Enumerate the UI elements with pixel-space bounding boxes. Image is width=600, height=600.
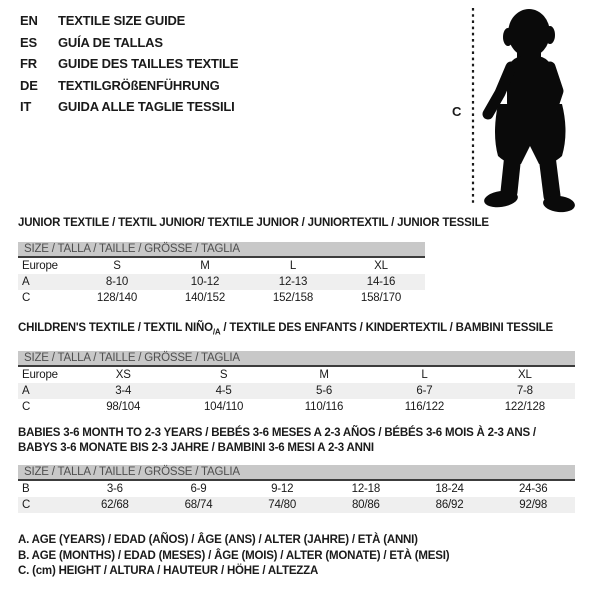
size-col: XL bbox=[374, 260, 388, 272]
size-header-bar: SIZE / TALLA / TAILLE / GRÖSSE / TAGLIA bbox=[18, 242, 425, 258]
language-row-de bbox=[20, 75, 238, 97]
size-col: M bbox=[200, 260, 210, 272]
size-col: S bbox=[219, 369, 228, 382]
cell-value: 92/98 bbox=[519, 499, 548, 511]
region-label: Europe bbox=[22, 369, 58, 382]
junior-size-table bbox=[18, 216, 489, 306]
language-row-en bbox=[20, 10, 238, 32]
cell-value: 6-7 bbox=[416, 385, 433, 398]
measure-legend bbox=[18, 533, 449, 580]
language-code: FR bbox=[20, 56, 37, 71]
row-label: C bbox=[22, 401, 31, 414]
legend-line-b: B. AGE (MONTHS) / EDAD (MESES) / ÂGE (MOIS) / ALTER (MONATE) / ETÀ (MESI) bbox=[18, 549, 450, 562]
cell-value: 3-4 bbox=[115, 385, 132, 398]
size-col: M bbox=[319, 369, 329, 382]
table-row bbox=[18, 290, 425, 306]
language-label: TEXTILGRÖßENFÜHRUNG bbox=[58, 77, 220, 93]
language-code: IT bbox=[20, 99, 32, 114]
cell-value: 6-9 bbox=[190, 483, 207, 495]
size-header-bar: SIZE / TALLA / TAILLE / GRÖSSE / TAGLIA bbox=[18, 465, 575, 481]
row-label: A bbox=[22, 276, 30, 288]
language-label: GUIDA ALLE TAGLIE TESSILI bbox=[58, 99, 235, 114]
cell-value: 68/74 bbox=[184, 499, 213, 511]
table-row bbox=[18, 497, 575, 513]
cell-value: 9-12 bbox=[271, 483, 294, 495]
height-measure-label: C bbox=[452, 104, 462, 119]
cell-value: 8-10 bbox=[105, 276, 129, 288]
title-subscript: /A bbox=[212, 327, 221, 337]
cell-value: 24-36 bbox=[518, 483, 548, 495]
cell-value: 14-16 bbox=[366, 276, 396, 288]
region-label: Europe bbox=[22, 260, 58, 272]
title-line-2: BABYS 3-6 MONATE BIS 2-3 JAHRE / BAMBINI 3-6 MESI A 2-3 ANNI bbox=[18, 442, 374, 454]
cell-value: 12-18 bbox=[351, 483, 381, 495]
language-label: GUIDE DES TAILLES TEXTILE bbox=[58, 56, 239, 71]
cell-value: 5-6 bbox=[316, 385, 333, 398]
size-col: L bbox=[289, 260, 297, 272]
language-row-es bbox=[20, 32, 238, 54]
row-label: C bbox=[22, 292, 31, 304]
size-columns-row bbox=[18, 258, 425, 274]
table-row bbox=[18, 383, 575, 399]
size-columns-row bbox=[18, 367, 575, 383]
title-part: / TEXTILE DES ENFANTS / KINDERTEXTIL / BAMBINI TESSILE bbox=[220, 322, 553, 334]
cell-value: 62/68 bbox=[100, 499, 129, 511]
size-header-bar: SIZE / TALLA / TAILLE / GRÖSSE / TAGLIA bbox=[18, 351, 575, 367]
legend-line-a: A. AGE (YEARS) / EDAD (AÑOS) / ÂGE (ANS) / ALTER (JAHRE) / ETÀ (ANNI) bbox=[18, 534, 418, 546]
children-size-table bbox=[18, 321, 575, 415]
cell-value: 12-13 bbox=[278, 276, 308, 288]
cell-value: 4-5 bbox=[215, 385, 232, 398]
cell-value: 18-24 bbox=[435, 483, 464, 495]
cell-value: 128/140 bbox=[96, 292, 138, 304]
language-code: EN bbox=[20, 13, 38, 28]
table-row bbox=[18, 274, 425, 290]
language-code: ES bbox=[20, 34, 37, 50]
size-col: XS bbox=[115, 369, 131, 382]
cell-value: 158/170 bbox=[360, 292, 402, 304]
title-line-1: BABIES 3-6 MONTH TO 2-3 YEARS / BEBÉS 3-6 MESES A 2-3 AÑOS / BÉBÉS 3-6 MOIS À 2-3 ANS / bbox=[18, 427, 536, 439]
table-row bbox=[18, 481, 575, 497]
cell-value: 116/122 bbox=[404, 401, 445, 414]
cell-value: 80/86 bbox=[351, 499, 380, 511]
cell-value: 122/128 bbox=[504, 401, 545, 414]
title-part: CHILDREN'S TEXTILE / TEXTIL NIÑO bbox=[18, 322, 213, 334]
row-label: A bbox=[22, 385, 30, 398]
cell-value: 10-12 bbox=[190, 276, 220, 288]
cell-value: 7-8 bbox=[516, 385, 533, 398]
language-label: GUÍA DE TALLAS bbox=[58, 34, 163, 50]
size-col: L bbox=[421, 369, 428, 382]
cell-value: 98/104 bbox=[106, 401, 141, 414]
cell-value: 140/152 bbox=[184, 292, 226, 304]
cell-value: 3-6 bbox=[106, 483, 123, 495]
cell-value: 104/110 bbox=[203, 401, 244, 414]
babies-size-table bbox=[18, 426, 575, 513]
size-col: XL bbox=[517, 369, 532, 382]
cell-value: 152/158 bbox=[272, 292, 314, 304]
baby-silhouette-icon bbox=[465, 4, 585, 216]
junior-table-title: JUNIOR TEXTILE / TEXTIL JUNIOR/ TEXTILE JUNIOR / JUNIORTEXTIL / JUNIOR TESSILE bbox=[18, 217, 489, 229]
language-code: DE bbox=[20, 77, 38, 93]
language-row-fr bbox=[20, 53, 238, 75]
language-row-it bbox=[20, 96, 238, 118]
cell-value: 74/80 bbox=[268, 499, 297, 511]
legend-line-c: C. (cm) HEIGHT / ALTURA / HAUTEUR / HÖHE / ALTEZZA bbox=[18, 565, 319, 577]
size-col: S bbox=[113, 260, 121, 272]
babies-table-title bbox=[18, 426, 575, 456]
row-label: C bbox=[22, 499, 31, 511]
language-title-block bbox=[20, 10, 238, 118]
language-label: TEXTILE SIZE GUIDE bbox=[58, 13, 186, 28]
baby-figure bbox=[450, 4, 600, 216]
children-table-title bbox=[18, 321, 575, 339]
row-label: B bbox=[22, 483, 30, 495]
table-row bbox=[18, 399, 575, 415]
cell-value: 110/116 bbox=[304, 401, 344, 414]
cell-value: 86/92 bbox=[435, 499, 464, 511]
